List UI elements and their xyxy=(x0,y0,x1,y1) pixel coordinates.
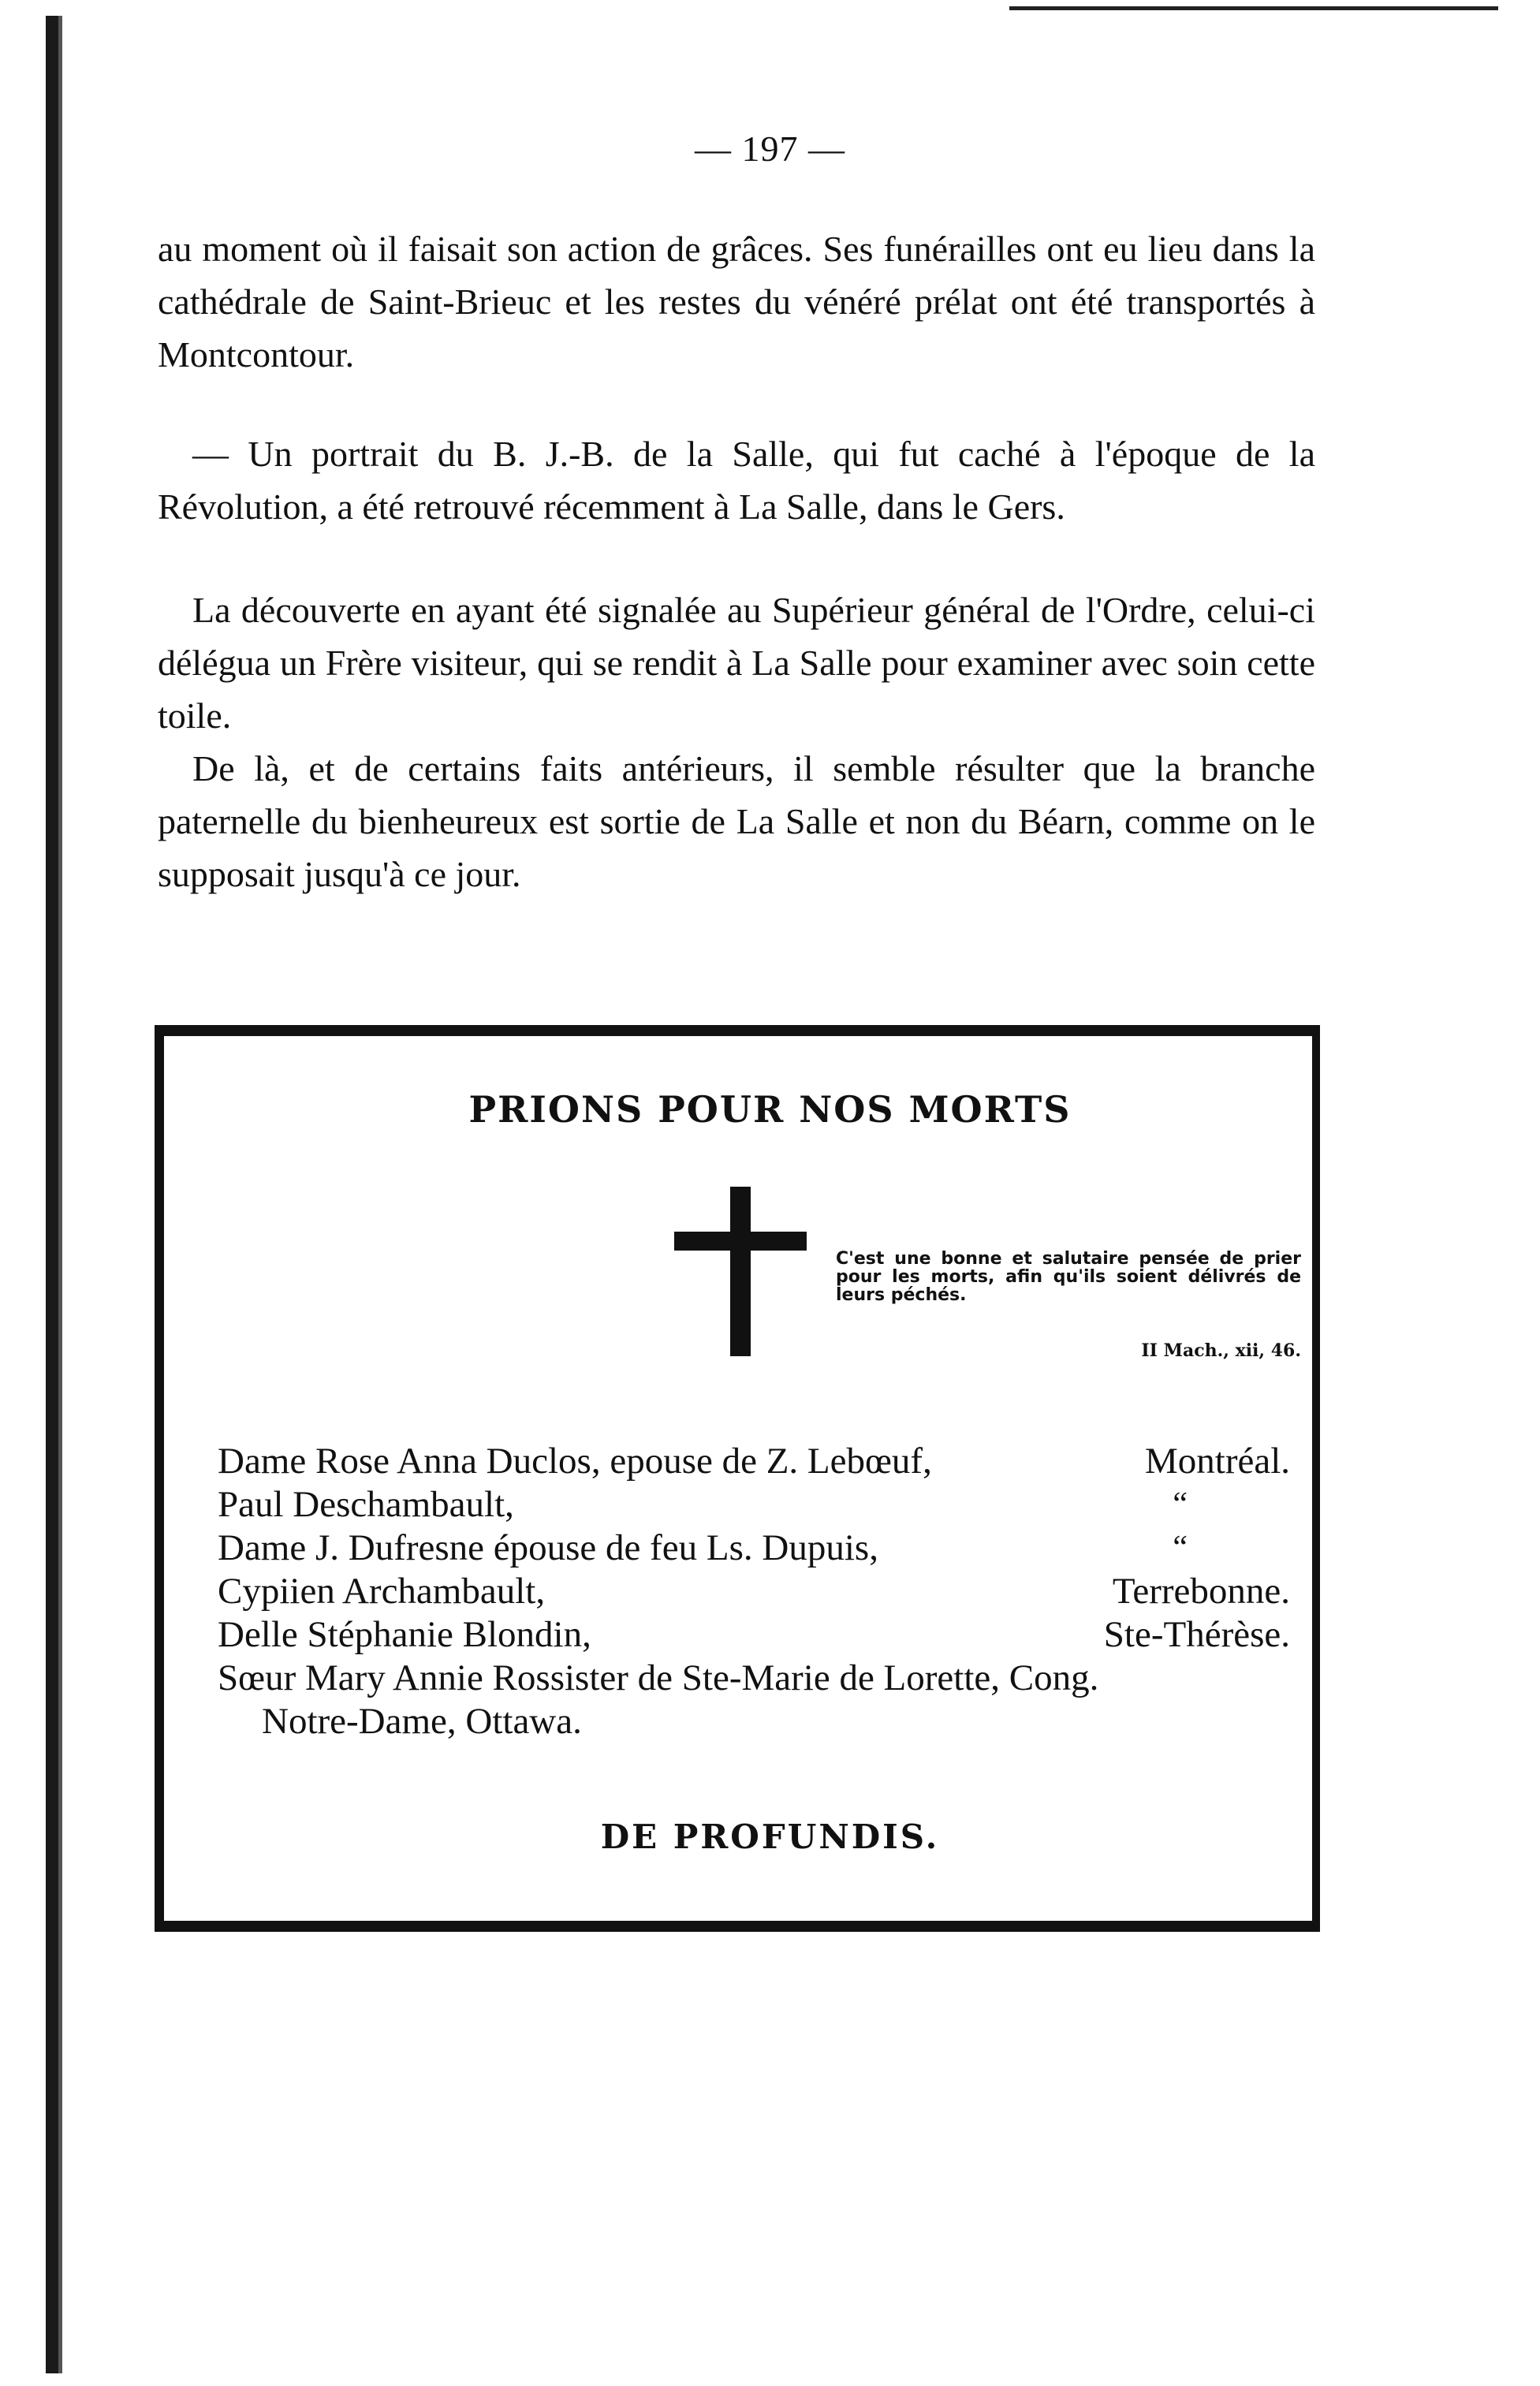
obituary-place: Montréal. xyxy=(1144,1441,1290,1482)
obituary-place: “ xyxy=(1173,1486,1188,1523)
obituary-entry xyxy=(218,1613,1290,1657)
obituary-entry xyxy=(218,1570,1290,1613)
paragraph-text: De là, et de certains faits antérieurs, il semble résulter que la branche paternelle du bienheureux est sortie de La Salle et non du Béarn, comme on le supposait jusqu'à ce jour. xyxy=(158,748,1315,894)
obituary-name: Dame J. Dufresne épouse de feu Ls. Dupuis, xyxy=(218,1527,878,1568)
top-rule xyxy=(1009,6,1498,10)
obituary-entry-continuation: Notre-Dame, Ottawa. xyxy=(262,1701,582,1742)
obituary-bottom-rule xyxy=(155,1921,1320,1932)
paragraph-conclusion xyxy=(158,742,1315,900)
paragraph-text: — Un portrait du B. J.-B. de la Salle, qui fut caché à l'époque de la Révolution, a été retrouvé récemment à La Salle, dans le Gers. xyxy=(158,434,1315,527)
obituary-name: Dame Rose Anna Duclos, epouse de Z. Lebœuf, xyxy=(218,1441,932,1482)
paragraph-text: au moment où il faisait son action de grâces. Ses funérailles ont eu lieu dans la cathédrale de Saint-Brieuc et les restes du vénéré prélat ont été transportés à Montcontour. xyxy=(158,229,1315,375)
page-number: — 197 — xyxy=(695,129,845,169)
obituary-entry xyxy=(218,1527,1290,1570)
obituary-name: Sœur Mary Annie Rossister de Ste-Marie de Lorette, Cong. xyxy=(218,1657,1099,1698)
obituary-entry xyxy=(218,1657,1290,1700)
paragraph-discovery xyxy=(158,583,1315,742)
obituary-name: Paul Deschambault, xyxy=(218,1484,514,1525)
obituary-top-rule xyxy=(155,1025,1320,1036)
paragraph-portrait xyxy=(158,427,1315,533)
paragraph-funeral xyxy=(158,222,1315,381)
obituary-entry xyxy=(218,1483,1290,1527)
obituary-name-list xyxy=(218,1440,1290,1743)
obituary-closing: DE PROFUNDIS. xyxy=(600,1817,940,1856)
obituary-epigraph-reference: II Mach., xii, 46. xyxy=(1141,1340,1301,1361)
obituary-entry xyxy=(218,1440,1290,1483)
obituary-name: Delle Stéphanie Blondin, xyxy=(218,1614,591,1655)
obituary-place: Terrebonne. xyxy=(1112,1571,1290,1612)
obituary-title: PRIONS POUR NOS MORTS xyxy=(468,1088,1072,1131)
book-binding-edge xyxy=(46,16,58,2373)
obituary-place: Ste-Thérèse. xyxy=(1103,1614,1290,1655)
paragraph-text: La découverte en ayant été signalée au Supérieur général de l'Ordre, celui-ci délégua un Frère visiteur, qui se rendit à La Salle pour examiner avec soin cette toile. xyxy=(158,590,1315,736)
obituary-epigraph: C'est une bonne et salutaire pensée de prier pour les morts, afin qu'ils soient délivrés de leurs péchés. xyxy=(836,1249,1301,1305)
obituary-place: “ xyxy=(1173,1530,1188,1566)
obituary-name: Cypiien Archambault, xyxy=(218,1571,546,1612)
